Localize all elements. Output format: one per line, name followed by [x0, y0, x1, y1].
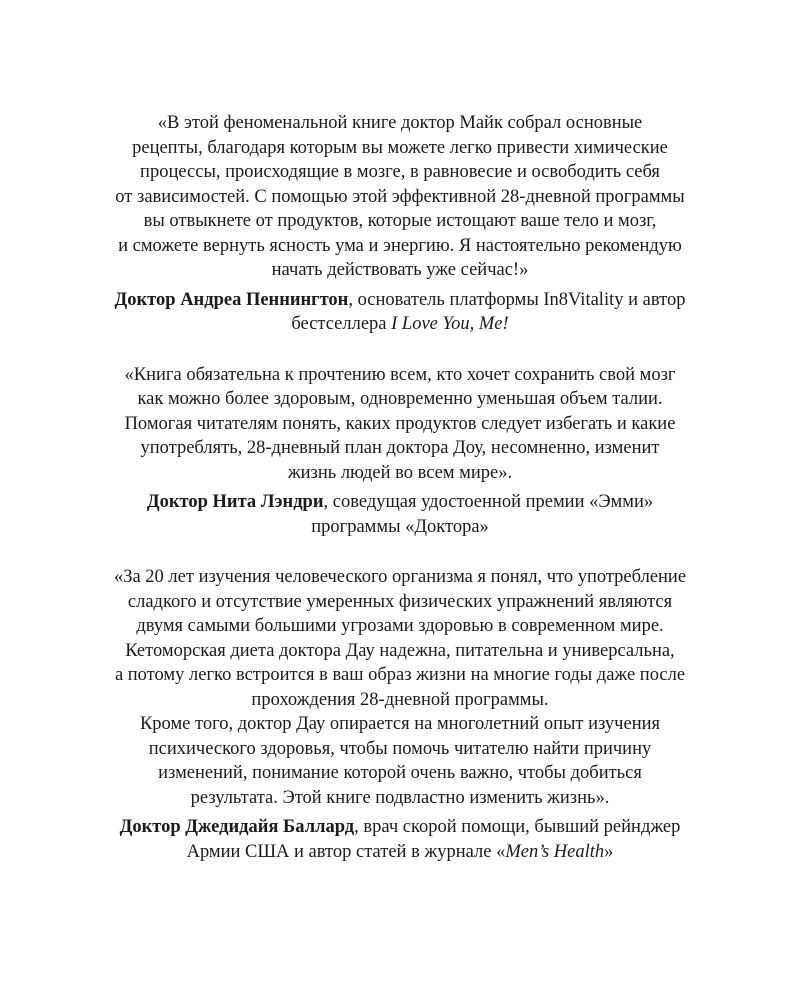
endorsement-blurb — [0, 111, 800, 337]
endorsement-attribution — [75, 815, 725, 864]
endorsement-quote — [75, 363, 725, 486]
author-role-suffix: » — [604, 841, 614, 862]
author-role: , врач скорой помощи, бывший рейнджер — [354, 817, 681, 837]
author-role-continued: программы «Доктора» — [311, 516, 489, 537]
quote-line: употреблять, 28-дневный план доктора Доу, несомненно, изменит — [140, 438, 660, 458]
quote-line: жизнь людей во всем мире». — [287, 462, 513, 483]
endorsement-attribution — [75, 288, 725, 337]
quote-line: Кроме того, доктор Дау опирается на многолетний опыт изучения — [139, 714, 661, 734]
attribution-line — [75, 815, 725, 840]
endorsement-blurb — [0, 565, 800, 864]
author-name: Доктор Джедидайя Баллард — [119, 817, 355, 837]
quote-line: прохождения 28-дневной программы. — [251, 689, 549, 710]
attribution-line — [75, 312, 725, 337]
quote-line: рецепты, благодаря которым вы можете легко привести химические — [132, 137, 668, 158]
attribution-line — [75, 288, 725, 313]
quote-line: вы отвыкнете от продуктов, которые истощают ваше тело и мозг, — [143, 211, 657, 231]
quote-line: а потому легко встроится в ваш образ жизни на многие годы даже после — [114, 665, 686, 685]
quote-line: и сможете вернуть ясность ума и энергию. Я настоятельно рекомендую — [118, 235, 682, 256]
quote-line: двумя самыми большими угрозами здоровью в современном мире. — [136, 616, 664, 636]
author-role: , соведущая удостоенной премии «Эмми» — [323, 492, 654, 512]
endorsements-page — [0, 111, 800, 890]
quote-line: изменений, понимание которой очень важно, чтобы добиться — [158, 763, 642, 783]
book-title: I Love You, Me! — [391, 314, 509, 334]
endorsement-quote — [75, 565, 725, 810]
quote-line: «В этой феноменальной книге доктор Майк собрал основные — [157, 113, 643, 133]
quote-line: как можно более здоровым, одновременно уменьшая объем талии. — [137, 389, 663, 409]
author-role: , основатель платформы In8Vitality и автор — [348, 289, 686, 310]
author-role-continued: бестселлера — [291, 314, 392, 334]
author-role-continued: Армии США и автор статей в журнале « — [186, 841, 506, 862]
endorsement-blurb — [0, 363, 800, 540]
attribution-line — [75, 840, 725, 865]
attribution-line — [75, 490, 725, 515]
quote-line: «За 20 лет изучения человеческого организма я понял, что употребление — [113, 567, 687, 587]
author-name: Доктор Андреа Пеннингтон — [114, 289, 349, 310]
quote-line: от зависимостей. С помощью этой эффективной 28-дневной программы — [115, 186, 685, 207]
endorsement-quote — [75, 111, 725, 283]
quote-line: Помогая читателям понять, каких продуктов следует избегать и какие — [124, 413, 676, 434]
endorsement-attribution — [75, 490, 725, 539]
quote-line: Кетоморская диета доктора Дау надежна, питательна и универсальна, — [125, 640, 675, 661]
quote-line: психического здоровья, чтобы помочь читателю найти причину — [148, 738, 652, 759]
quote-line: «Книга обязательна к прочтению всем, кто хочет сохранить свой мозг — [124, 364, 676, 385]
magazine-title: Men’s Health — [505, 841, 605, 862]
quote-line: процессы, происходящие в мозге, в равновесие и освободить себя — [140, 162, 660, 182]
quote-line: сладкого и отсутствие умеренных физических упражнений являются — [127, 591, 673, 612]
author-name: Доктор Нита Лэндри — [146, 492, 324, 512]
attribution-line — [75, 515, 725, 540]
quote-line: результата. Этой книге подвластно изменить жизнь». — [190, 787, 610, 808]
quote-line: начать действовать уже сейчас!» — [271, 260, 529, 280]
